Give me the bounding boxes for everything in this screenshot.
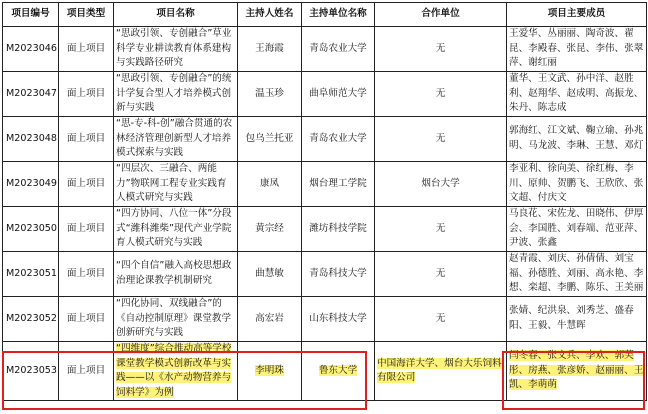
project-table bbox=[2, 2, 647, 401]
cell-partner-unit: 无 bbox=[375, 72, 507, 117]
header-project-type: 项目类型 bbox=[59, 3, 114, 27]
cell-project-id: M2023048 bbox=[3, 117, 59, 162]
cell-project-type: 面上项目 bbox=[59, 72, 114, 117]
cell-project-id: M2023050 bbox=[3, 207, 59, 252]
cell-members: 王爱华、丛丽丽、陶奇波、翟昆、李殿春、张昆、李伟、张翠萍、谢红丽 bbox=[507, 27, 647, 72]
cell-members: 张婧、纪洪泉、刘秀芝、盛春阳、王毅、牛慧晖 bbox=[507, 297, 647, 342]
cell-members bbox=[507, 342, 647, 401]
cell-project-type: 面上项目 bbox=[59, 342, 114, 401]
cell-host-name bbox=[238, 342, 302, 401]
cell-members: 李亚利、徐向美、徐红梅、李川、原帅、贺鹏飞、王欣欣、张文超、付庆文 bbox=[507, 162, 647, 207]
cell-partner-unit: 无 bbox=[375, 297, 507, 342]
cell-project-type: 面上项目 bbox=[59, 207, 114, 252]
highlighted-text: 鲁东大学 bbox=[318, 364, 358, 376]
cell-project-type: 面上项目 bbox=[59, 252, 114, 297]
cell-host-unit: 潍坊科技学院 bbox=[302, 207, 375, 252]
cell-members: 董华、王文武、孙中洋、赵胜利、赵翔华、赵成明、高振龙、朱丹、陈志成 bbox=[507, 72, 647, 117]
header-members: 项目主要成员 bbox=[507, 3, 647, 27]
header-project-name: 项目名称 bbox=[114, 3, 238, 27]
cell-partner-unit: 无 bbox=[375, 207, 507, 252]
cell-host-name: 包乌兰托亚 bbox=[238, 117, 302, 162]
header-partner-unit: 合作单位 bbox=[375, 3, 507, 27]
table-header-row bbox=[3, 3, 647, 27]
table-row-highlighted bbox=[3, 342, 647, 401]
cell-members: 马良花、宋佐龙、田晓伟、伊厚会、李国胜、刘春端、范亚萍、尹波、张鑫 bbox=[507, 207, 647, 252]
cell-project-id: M2023051 bbox=[3, 252, 59, 297]
cell-project-name: “四层次、三融合、两能力”物联网工程专业实践育人模式研究与实践 bbox=[114, 162, 238, 207]
cell-host-unit: 青岛农业大学 bbox=[302, 117, 375, 162]
cell-host-name: 高宏岩 bbox=[238, 297, 302, 342]
cell-members: 郭海红、江文斌、鞠立瑜、孙兆明、马龙波、李琳、王慧、邓灯 bbox=[507, 117, 647, 162]
header-host-unit: 主持单位名称 bbox=[302, 3, 375, 27]
highlighted-text: 中国海洋大学、烟台大乐饲料有限公司 bbox=[377, 357, 502, 384]
cell-project-id: M2023046 bbox=[3, 27, 59, 72]
table-row bbox=[3, 72, 647, 117]
cell-project-name: “四化协同、双线融合”的《自动控制原理》课堂教学创新研究与实践 bbox=[114, 297, 238, 342]
cell-host-unit: 青岛农业大学 bbox=[302, 27, 375, 72]
cell-project-name: “思-专-科-创”融合贯通的农林经济管理创新型人才培养模式探索与实践 bbox=[114, 117, 238, 162]
cell-project-name: “四方协同、八位一体”分段式“潍科潍柴”现代产业学院育人模式研究与实践 bbox=[114, 207, 238, 252]
header-project-id: 项目编号 bbox=[3, 3, 59, 27]
cell-host-unit: 山东科技大学 bbox=[302, 297, 375, 342]
cell-host-name: 王海霞 bbox=[238, 27, 302, 72]
cell-host-unit: 烟台理工学院 bbox=[302, 162, 375, 207]
cell-host-unit: 青岛科技大学 bbox=[302, 252, 375, 297]
table-row bbox=[3, 252, 647, 297]
cell-project-id: M2023052 bbox=[3, 297, 59, 342]
cell-partner-unit: 烟台大学 bbox=[375, 162, 507, 207]
cell-project-name: “思政引领、专创融合”的统计学复合型人才培养模式创新与实践 bbox=[114, 72, 238, 117]
cell-members: 赵青霞、刘庆、孙倩倩、刘宝福、孙德胜、刘丽、高永艳、李想、栾超、李鹏、陈乐、王美丽 bbox=[507, 252, 647, 297]
cell-project-id: M2023047 bbox=[3, 72, 59, 117]
cell-project-type: 面上项目 bbox=[59, 162, 114, 207]
cell-project-type: 面上项目 bbox=[59, 117, 114, 162]
highlighted-text: “四维度”综合推动高等学校课堂教学模式创新改革与实践——以《水产动物营养与饲料学》为例 bbox=[116, 343, 232, 398]
cell-host-name: 曲慧敏 bbox=[238, 252, 302, 297]
table-row bbox=[3, 27, 647, 72]
cell-project-id: M2023049 bbox=[3, 162, 59, 207]
cell-project-name: “四个自信”融入高校思想政治理论课教学机制研究 bbox=[114, 252, 238, 297]
cell-partner-unit: 无 bbox=[375, 252, 507, 297]
cell-partner-unit: 无 bbox=[375, 27, 507, 72]
cell-host-unit bbox=[302, 342, 375, 401]
cell-project-name: “思政引领、专创融合”草业科学专业耕读教育体系建构与实践路径研究 bbox=[114, 27, 238, 72]
table-row bbox=[3, 207, 647, 252]
highlighted-text: 闫冬春、张文兵、李欢、郭芙彤、房燕、张彦娇、赵丽丽、王凯、李萌萌 bbox=[509, 350, 644, 391]
cell-partner-unit: 无 bbox=[375, 117, 507, 162]
cell-host-name: 康凤 bbox=[238, 162, 302, 207]
cell-project-type: 面上项目 bbox=[59, 27, 114, 72]
cell-partner-unit bbox=[375, 342, 507, 401]
table-row bbox=[3, 117, 647, 162]
table-row bbox=[3, 162, 647, 207]
highlighted-text: 李明珠 bbox=[255, 364, 284, 376]
header-host-name: 主持人姓名 bbox=[238, 3, 302, 27]
cell-host-name: 黄宗经 bbox=[238, 207, 302, 252]
cell-host-unit: 曲阜师范大学 bbox=[302, 72, 375, 117]
cell-project-type: 面上项目 bbox=[59, 297, 114, 342]
cell-project-id: M2023053 bbox=[3, 342, 59, 401]
table-row bbox=[3, 297, 647, 342]
cell-project-name bbox=[114, 342, 238, 401]
cell-host-name: 温玉珍 bbox=[238, 72, 302, 117]
